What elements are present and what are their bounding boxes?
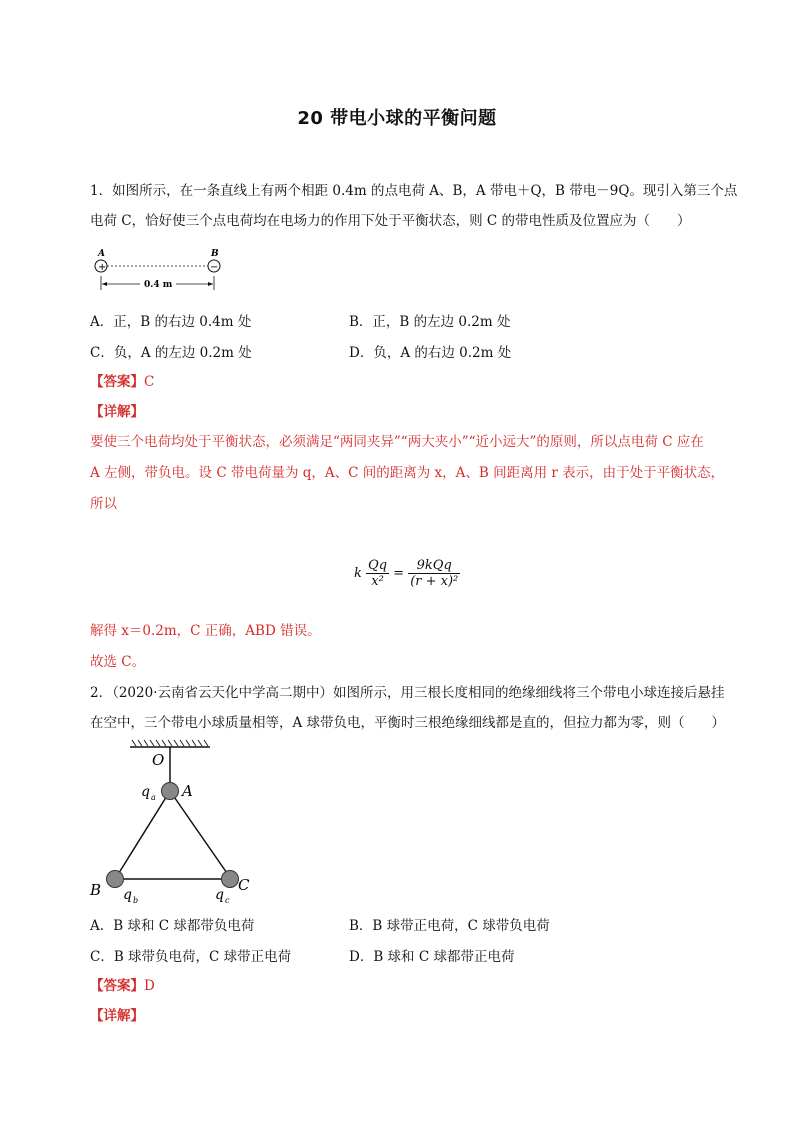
q2-charge-qb-sub: b <box>133 896 139 904</box>
arrow-right-icon <box>208 282 213 286</box>
formula-rhs-fraction <box>408 558 460 589</box>
q2-stem-line2: 在空中，三个带电小球质量相等，A 球带负电，平衡时三根绝缘细线都是直的，但拉力都为零，则（ ） <box>90 715 726 731</box>
q2-label-a: A <box>182 782 193 800</box>
q1-explain-line2: A 左侧，带负电。设 C 带电荷量为 q，A、C 间的距离为 x，A、B 间距离用 r 表示，由于处于平衡状态， <box>90 465 725 481</box>
formula-k: k <box>354 566 362 581</box>
q1-answer-tag: 【答案】 <box>90 374 144 390</box>
arrow-left-icon <box>102 282 107 286</box>
q2-answer-value: D <box>144 978 155 994</box>
page-title: 20 带电小球的平衡问题 <box>297 108 497 129</box>
q2-stem-text1: （2020·云南省云天化中学高二期中）如图所示，用三根长度相同的绝缘细线将三个带电小球连接后悬挂 <box>112 685 725 701</box>
q1-formula <box>354 558 460 589</box>
formula-lhs-num: Qq <box>368 558 388 573</box>
formula-lhs-den: x² <box>371 574 384 589</box>
q1-option-d[interactable]: D．负，A 的右边 0.2m 处 <box>349 345 512 361</box>
q2-answer-tag: 【答案】 <box>90 978 144 994</box>
q2-thread-ab <box>117 791 170 876</box>
formula-equals: = <box>393 566 405 581</box>
q1-solve-line: 解得 x＝0.2m，C 正确，ABD 错误。 <box>90 623 321 639</box>
q2-option-c[interactable]: C．B 球带负电荷，C 球带正电荷 <box>90 949 292 965</box>
q2-answer <box>90 976 155 996</box>
q1-distance-label: 0.4 m <box>144 280 173 290</box>
q2-number: 2． <box>90 685 113 701</box>
plus-icon: + <box>98 262 107 273</box>
q2-label-o: O <box>152 751 165 769</box>
minus-icon: − <box>210 262 219 273</box>
q1-stem-line2: 电荷 C，恰好使三个点电荷均在电场力的作用下处于平衡状态，则 C 的带电性质及位置应为（ ） <box>90 213 691 229</box>
q1-label-a: A <box>98 249 105 259</box>
q1-answer-value: C <box>144 374 155 390</box>
q2-ball-a <box>162 783 179 800</box>
q2-ball-b <box>107 871 124 888</box>
q2-option-a[interactable]: A．B 球和 C 球都带负电荷 <box>90 918 255 934</box>
q2-option-d[interactable]: D．B 球和 C 球都带正电荷 <box>349 949 515 965</box>
q2-thread-ac <box>170 791 229 876</box>
q1-stem-text1: 如图所示，在一条直线上有两个相距 0.4m 的点电荷 A、B，A 带电＋Q，B 带电－9Q。现引入第三个点 <box>112 183 738 199</box>
hatch-icon <box>132 740 208 746</box>
q1-explain-line1: 要使三个电荷均处于平衡状态，必须满足“两同夹异”“两大夹小”“近小远大”的原则，所以点电荷 C 应在 <box>90 434 704 450</box>
formula-rhs-den: (r + x)² <box>410 574 459 589</box>
q2-stem-line1 <box>90 683 725 703</box>
q2-label-b: B <box>90 881 102 899</box>
q2-charge-qc: q <box>215 887 224 903</box>
q1-charge-diagram <box>88 244 238 296</box>
q1-explain-line3: 所以 <box>90 496 117 512</box>
q1-option-a[interactable]: A．正，B 的右边 0.4m 处 <box>90 314 252 330</box>
q1-option-b[interactable]: B．正，B 的左边 0.2m 处 <box>349 314 511 330</box>
q2-ball-c <box>222 871 239 888</box>
q1-conclude-line: 故选 C。 <box>90 654 146 670</box>
q1-stem-line1 <box>90 181 737 201</box>
q1-number: 1． <box>90 183 113 199</box>
q1-explain-tag: 【详解】 <box>90 404 144 420</box>
q2-charge-qc-sub: c <box>225 896 230 904</box>
q2-charge-qb: q <box>123 887 132 903</box>
q2-label-c: C <box>238 876 250 894</box>
formula-lhs-fraction <box>366 558 389 589</box>
q1-option-c[interactable]: C．负，A 的左边 0.2m 处 <box>90 345 252 361</box>
q2-charge-qa: q <box>141 784 150 800</box>
q2-option-b[interactable]: B．B 球带正电荷，C 球带负电荷 <box>349 918 550 934</box>
q2-triangle-diagram <box>86 738 266 904</box>
formula-rhs-num: 9kQq <box>408 558 460 574</box>
q1-label-b: B <box>211 249 219 259</box>
q2-explain-tag: 【详解】 <box>90 1008 144 1024</box>
q2-charge-qa-sub: a <box>151 793 156 802</box>
q1-answer <box>90 372 154 392</box>
